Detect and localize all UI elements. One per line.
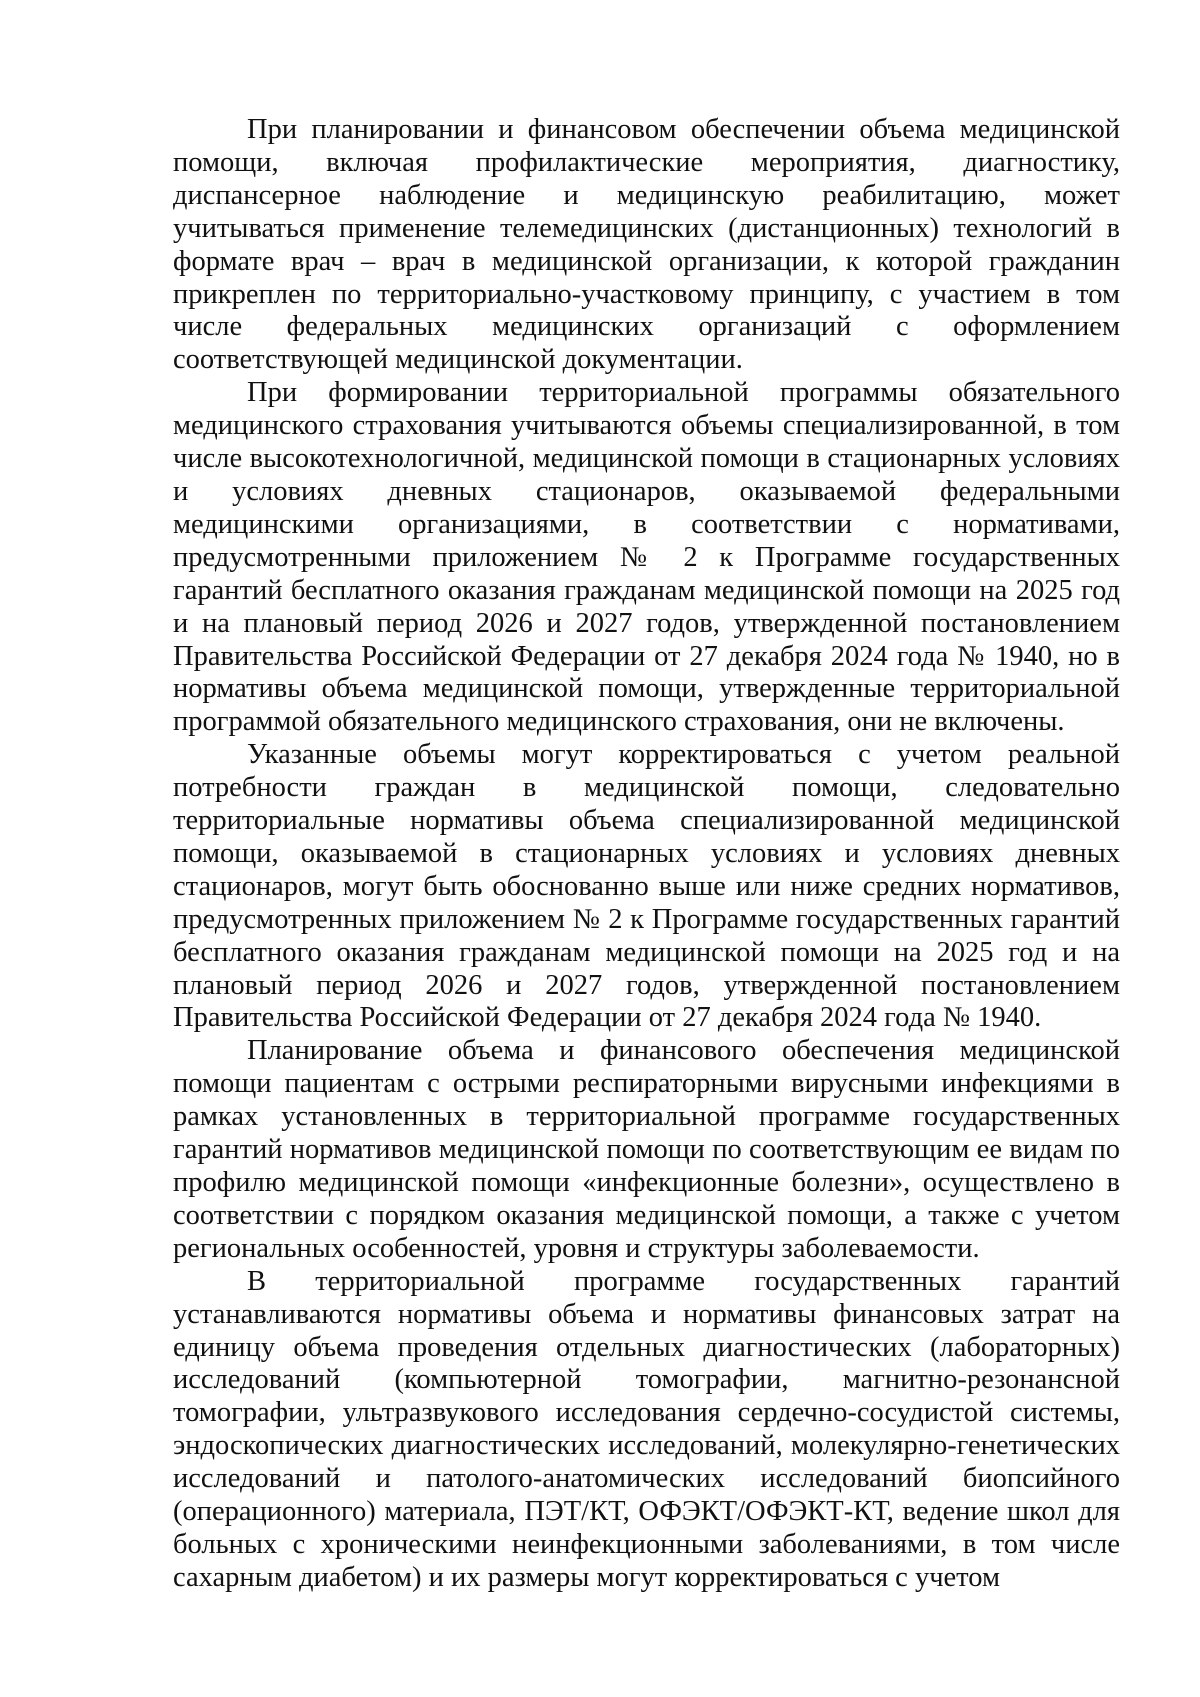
paragraph-diagnostic-norms: В территориальной программе государственных гарантий устанавливаются нормативы объема и нормативы финансовых затрат на единицу объема проведения отдельных диагностических (лабораторных) исследований (компьютерной томографии, магнитно-резонансной томографии, ультразвукового исследования сердечно-сосудистой системы, эндоскопических диагностических исследований, молекулярно-генетических исследований и патолого-анатомических исследований биопсийного (операционного) материала, ПЭТ/КТ, ОФЭКТ/ОФЭКТ-КТ, ведение школ для больных с хроническими неинфекционными заболеваниями, в том числе сахарным диабетом) и их размеры могут корректироваться с учетом bbox=[173, 1265, 1120, 1593]
paragraph-telemedicine: При планировании и финансовом обеспечении объема медицинской помощи, включая профилактические мероприятия, диагностику, диспансерное наблюдение и медицинскую реабилитацию, может учитываться применение телемедицинских (дистанционных) технологий в формате врач – врач в медицинской организации, к которой гражданин прикреплен по территориально-участковому принципу, с участием в том числе федеральных медицинских организаций с оформлением соответствующей медицинской документации. bbox=[173, 114, 1120, 376]
document-body bbox=[173, 114, 1120, 1595]
paragraph-oms-program: При формировании территориальной программы обязательного медицинского страхования учитываются объемы специализированной, в том числе высокотехнологичной, медицинской помощи в стационарных условиях и условиях дневных стационаров, оказываемой федеральными медицинскими организациями, в соответствии с нормативами, предусмотренными приложением № 2 к Программе государственных гарантий бесплатного оказания гражданам медицинской помощи на 2025 год и на плановый период 2026 и 2027 годов, утвержденной постановлением Правительства Российской Федерации от 27 декабря 2024 года № 1940, но в нормативы объема медицинской помощи, утвержденные территориальной программой обязательного медицинского страхования, они не включены. bbox=[173, 377, 1120, 738]
paragraph-volume-correction: Указанные объемы могут корректироваться с учетом реальной потребности граждан в медицинской помощи, следовательно территориальные нормативы объема специализированной медицинской помощи, оказываемой в стационарных условиях и условиях дневных стационаров, могут быть обоснованно выше или ниже средних нормативов, предусмотренных приложением № 2 к Программе государственных гарантий бесплатного оказания гражданам медицинской помощи на 2025 год и на плановый период 2026 и 2027 годов, утвержденной постановлением Правительства Российской Федерации от 27 декабря 2024 года № 1940. bbox=[173, 739, 1120, 1034]
paragraph-respiratory-infections: Планирование объема и финансового обеспечения медицинской помощи пациентам с острыми респираторными вирусными инфекциями в рамках установленных в территориальной программе государственных гарантий нормативов медицинской помощи по соответствующим ее видам по профилю медицинской помощи «инфекционные болезни», осуществлено в соответствии с порядком оказания медицинской помощи, а также с учетом региональных особенностей, уровня и структуры заболеваемости. bbox=[173, 1035, 1120, 1264]
